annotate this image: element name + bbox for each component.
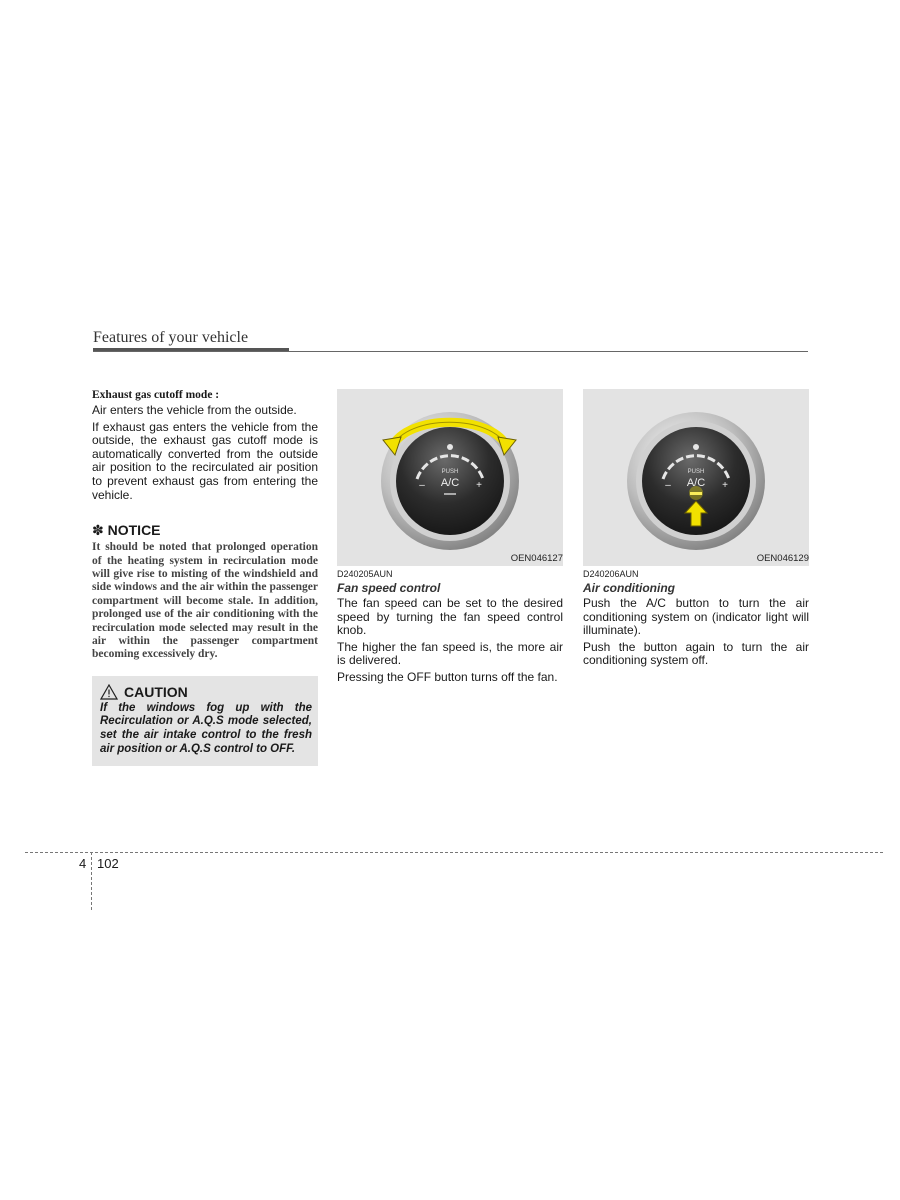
- column-air-conditioning: [583, 389, 809, 671]
- section-code: D240206AUN: [583, 569, 639, 579]
- fan-speed-knob-illustration: [337, 389, 563, 566]
- fan-icon: [447, 444, 453, 450]
- ac-paragraph-1: Push the A/C button to turn the air conditioning system on (indicator light will illuminate).: [583, 596, 809, 638]
- knob-ac-label: A/C: [686, 477, 706, 489]
- fan-speed-paragraph-3: Pressing the OFF button turns off the fan.: [337, 669, 558, 684]
- fan-speed-subtitle: Fan speed control: [337, 581, 441, 595]
- warning-triangle-icon: [100, 684, 118, 700]
- knob-minus-label: –: [665, 480, 671, 491]
- ac-button-illustration: [583, 389, 809, 566]
- column-exhaust-notice: [92, 389, 318, 766]
- caution-body: If the windows fog up with the Recirculation or A.Q.S mode selected, set the air intake control to the fresh air position or A.Q.S control to OFF.: [100, 701, 312, 755]
- knob-push-label: PUSH: [441, 469, 459, 475]
- page-header-title: Features of your vehicle: [93, 329, 249, 346]
- ac-subtitle: Air conditioning: [583, 581, 675, 595]
- figure-code: OEN046129: [756, 553, 809, 564]
- section-code: D240205AUN: [337, 569, 393, 579]
- knob-plus-label: +: [722, 480, 728, 491]
- knob-minus-label: –: [419, 480, 425, 491]
- exhaust-heading: Exhaust gas cutoff mode :: [92, 389, 220, 401]
- ac-button-figure: [583, 389, 809, 566]
- knob-plus-label: +: [476, 480, 482, 491]
- fan-speed-knob-figure: [337, 389, 563, 566]
- fan-speed-paragraph-1: The fan speed can be set to the desired speed by turning the fan speed control knob.: [337, 596, 563, 638]
- knob-push-label: PUSH: [687, 469, 705, 475]
- exhaust-paragraph-1: Air enters the vehicle from the outside.: [92, 403, 297, 417]
- exhaust-paragraph-2: If exhaust gas enters the vehicle from the outside, the exhaust gas cutoff mode is automatically converted from the outside air position to the recirculated air position to prevent exhaust gas from entering the vehicle.: [92, 419, 318, 502]
- page-number: 102: [97, 856, 119, 871]
- footer-divider: [91, 852, 92, 910]
- footer-rule: [25, 852, 883, 853]
- notice-title: NOTICE: [107, 522, 161, 539]
- header-rule: [93, 351, 808, 352]
- column-fan-speed: [337, 389, 563, 688]
- fan-speed-paragraph-2: The higher the fan speed is, the more air is delivered.: [337, 639, 563, 668]
- notice-heading: [92, 522, 318, 539]
- caution-box: [92, 676, 318, 766]
- notice-body: It should be noted that prolonged operation of the heating system in recirculation mode will give rise to misting of the windshield and side windows and the air within the passenger compartment will become stale. In addition, prolonged use of the air conditioning with the recirculation mode selected may result in the air within the passenger compartment becoming excessively dry.: [92, 541, 318, 661]
- notice-icon: ✽: [92, 522, 104, 539]
- ac-indicator: [444, 493, 456, 495]
- caution-title: CAUTION: [124, 683, 188, 700]
- figure-code: OEN046127: [510, 553, 563, 564]
- knob-ac-label: A/C: [440, 477, 460, 489]
- fan-icon: [693, 444, 699, 450]
- page-section-number: 4: [79, 856, 87, 871]
- ac-paragraph-2: Push the button again to turn the air conditioning system off.: [583, 639, 809, 668]
- caution-heading: [100, 684, 312, 700]
